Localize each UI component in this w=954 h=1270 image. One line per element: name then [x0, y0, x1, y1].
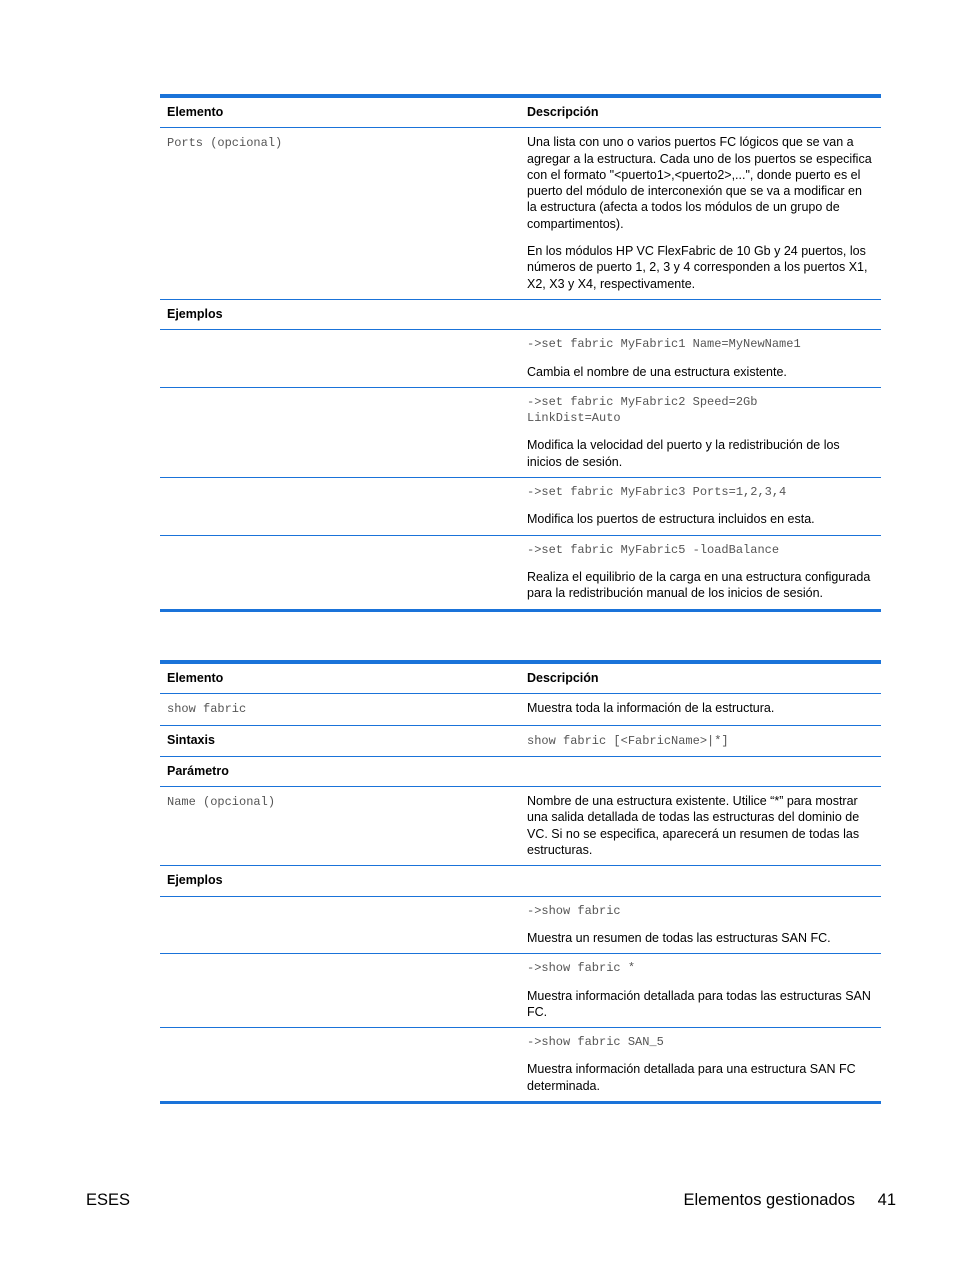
- table-show-fabric: [160, 660, 881, 1104]
- table-header-row: [160, 98, 881, 128]
- table-set-fabric: [160, 94, 881, 612]
- example-row: [160, 536, 881, 609]
- parameter-label: Parámetro: [167, 763, 229, 778]
- element-name: Name (opcional): [167, 795, 276, 810]
- table-row: [160, 787, 881, 866]
- example-command: ->set fabric MyFabric5 -loadBalance: [527, 542, 780, 557]
- example-command: ->set fabric MyFabric2 Speed=2Gb LinkDist=Auto: [527, 394, 758, 426]
- example-command: ->set fabric MyFabric1 Name=MyNewName1: [527, 337, 801, 352]
- header-element: Elemento: [167, 105, 224, 119]
- header-description: Descripción: [527, 671, 599, 685]
- example-description: Modifica la velocidad del puerto y la redistribución de los inicios de sesión.: [527, 438, 840, 469]
- table-row: [160, 726, 881, 757]
- examples-label: Ejemplos: [167, 873, 223, 888]
- description-text: Muestra toda la información de la estructura.: [527, 701, 775, 716]
- examples-label: Ejemplos: [167, 306, 223, 321]
- example-description: Modifica los puertos de estructura incluidos en esta.: [527, 512, 815, 527]
- example-description: Muestra información detallada para todas las estructuras SAN FC.: [527, 988, 871, 1019]
- footer-left: ESES: [86, 1191, 131, 1209]
- example-row: [160, 388, 881, 478]
- footer-section: Elementos gestionados: [683, 1191, 856, 1209]
- table-section-row: [160, 866, 881, 896]
- syntax-value: show fabric [<FabricName>|*]: [527, 733, 729, 748]
- example-command: ->set fabric MyFabric3 Ports=1,2,3,4: [527, 485, 787, 500]
- example-description: Cambia el nombre de una estructura existente.: [527, 364, 787, 379]
- syntax-label: Sintaxis: [167, 732, 215, 747]
- table-row: [160, 694, 881, 725]
- example-description: Realiza el equilibrio de la carga en una estructura configurada para la redistribución manual de los inicios de sesión.: [527, 569, 871, 601]
- table-row: [160, 128, 881, 300]
- description-paragraph: Una lista con uno o varios puertos FC lógicos que se van a agregar a la estructura. Cada uno de los puertos se especifica con el formato "<puerto1>,<puerto2>,...", donde puerto es el puerto del módulo de interconexión que se va a modificar en la estructura (afecta a todos los módulos de un grupo de compartimentos).: [527, 135, 872, 231]
- example-row: [160, 954, 881, 1028]
- table-header-row: [160, 664, 881, 694]
- example-description: Muestra información detallada para una estructura SAN FC determinada.: [527, 1062, 856, 1093]
- footer-page-number: 41: [877, 1191, 896, 1209]
- example-row: [160, 897, 881, 955]
- element-name: Ports (opcional): [167, 136, 283, 151]
- element-name: show fabric: [167, 702, 247, 717]
- example-row: [160, 330, 881, 388]
- example-command: ->show fabric *: [527, 961, 636, 976]
- header-description: Descripción: [527, 105, 599, 119]
- table-section-row: [160, 300, 881, 330]
- table-section-row: [160, 757, 881, 787]
- example-description: Muestra un resumen de todas las estructuras SAN FC.: [527, 930, 831, 945]
- header-element: Elemento: [167, 671, 224, 685]
- example-command: ->show fabric SAN_5: [527, 1035, 664, 1050]
- example-command: ->show fabric: [527, 903, 621, 918]
- example-row: [160, 1028, 881, 1101]
- description-text: Nombre de una estructura existente. Utilice “*” para mostrar una salida detallada de todas las estructuras del dominio de VC. Si no se especifica, aparecerá un resumen de todas las estructuras.: [527, 794, 860, 858]
- description-paragraph: En los módulos HP VC FlexFabric de 10 Gb y 24 puertos, los números de puerto 1, 2, 3 y 4 corresponden a los puertos X1, X2, X3 y X4, respectivamente.: [527, 244, 868, 291]
- footer-right: [684, 1191, 896, 1210]
- example-row: [160, 478, 881, 536]
